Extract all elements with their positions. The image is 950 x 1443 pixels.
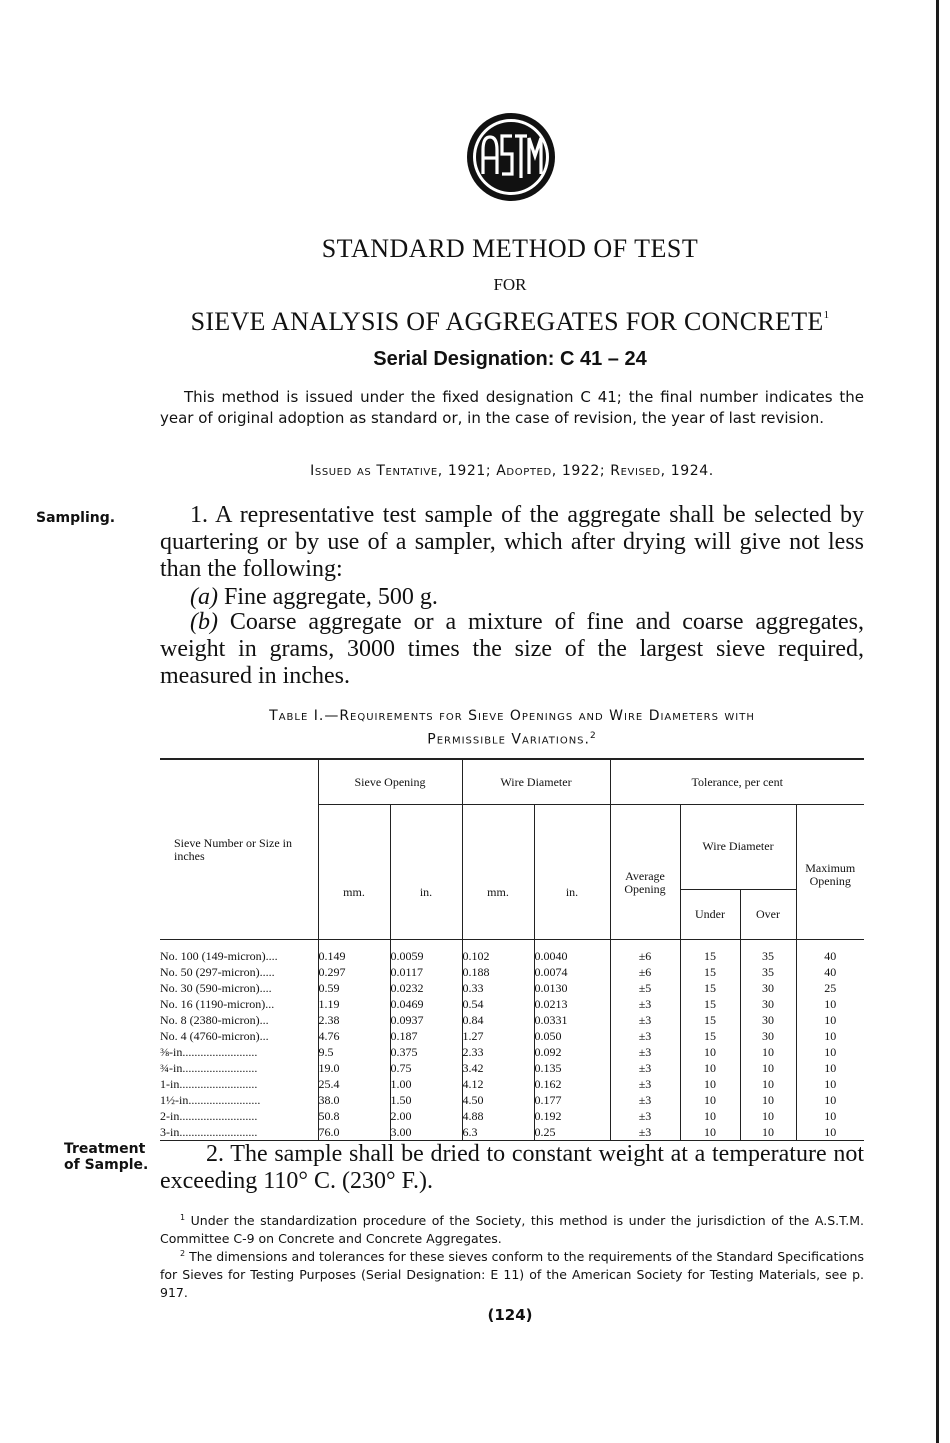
opening-mm-cell: 0.59 bbox=[318, 980, 390, 996]
item-b-text: Coarse aggregate or a mixture of fine and coarse aggregates, weight in grams, 3000 times the size of the largest sieve required, measured in inches. bbox=[160, 609, 865, 689]
table-row bbox=[160, 1092, 864, 1108]
under-cell: 15 bbox=[680, 996, 740, 1012]
over-cell: 35 bbox=[740, 940, 796, 965]
under-cell: 10 bbox=[680, 1076, 740, 1092]
opening-mm-cell: 4.76 bbox=[318, 1028, 390, 1044]
wire-mm-cell: 6.3 bbox=[462, 1124, 534, 1141]
over-cell: 10 bbox=[740, 1044, 796, 1060]
under-cell: 10 bbox=[680, 1044, 740, 1060]
opening-mm-cell: 25.4 bbox=[318, 1076, 390, 1092]
max-opening-cell: 10 bbox=[796, 1092, 864, 1108]
over-cell: 10 bbox=[740, 1108, 796, 1124]
table-row bbox=[160, 1124, 864, 1141]
opening-mm-cell: 38.0 bbox=[318, 1092, 390, 1108]
wire-mm-cell: 1.27 bbox=[462, 1028, 534, 1044]
wire-mm-cell: 0.33 bbox=[462, 980, 534, 996]
opening-in-cell: 3.00 bbox=[390, 1124, 462, 1141]
opening-in-cell: 1.00 bbox=[390, 1076, 462, 1092]
header-average-opening: Average Opening bbox=[610, 805, 680, 940]
opening-in-cell: 0.0059 bbox=[390, 940, 462, 965]
table-row bbox=[160, 996, 864, 1012]
header-wire-mm: mm. bbox=[462, 805, 534, 940]
wire-mm-cell: 4.12 bbox=[462, 1076, 534, 1092]
header-opening-mm: mm. bbox=[318, 805, 390, 940]
opening-mm-cell: 1.19 bbox=[318, 996, 390, 1012]
under-cell: 10 bbox=[680, 1092, 740, 1108]
document-subject bbox=[0, 307, 950, 337]
wire-mm-cell: 3.42 bbox=[462, 1060, 534, 1076]
header-over: Over bbox=[740, 889, 796, 939]
wire-in-cell: 0.092 bbox=[534, 1044, 610, 1060]
wire-in-cell: 0.177 bbox=[534, 1092, 610, 1108]
max-opening-cell: 10 bbox=[796, 1012, 864, 1028]
avg-opening-cell: ±3 bbox=[610, 1092, 680, 1108]
over-cell: 35 bbox=[740, 964, 796, 980]
over-cell: 10 bbox=[740, 1092, 796, 1108]
caption-line-2-wrap bbox=[160, 726, 864, 750]
wire-in-cell: 0.0331 bbox=[534, 1012, 610, 1028]
header-under: Under bbox=[680, 889, 740, 939]
opening-mm-cell: 2.38 bbox=[318, 1012, 390, 1028]
intro-paragraph: This method is issued under the fixed designation C 41; the final number indicates the year of original adoption as standard or, in the case of revision, the year of last revision. bbox=[160, 388, 864, 427]
max-opening-cell: 25 bbox=[796, 980, 864, 996]
sieve-cell: 1-in.......................... bbox=[160, 1077, 258, 1091]
sieve-cell: No. 100 (149-micron).... bbox=[160, 949, 278, 963]
under-cell: 15 bbox=[680, 1028, 740, 1044]
avg-opening-cell: ±3 bbox=[610, 1044, 680, 1060]
wire-in-cell: 0.135 bbox=[534, 1060, 610, 1076]
wire-mm-cell: 0.102 bbox=[462, 940, 534, 965]
header-wire-diameter: Wire Diameter bbox=[462, 759, 610, 805]
wire-mm-cell: 0.54 bbox=[462, 996, 534, 1012]
caption-line-2: Permissible Variations. bbox=[427, 731, 590, 748]
opening-in-cell: 0.75 bbox=[390, 1060, 462, 1076]
title-connector: FOR bbox=[493, 275, 527, 294]
item-a-label: (a) bbox=[190, 584, 218, 610]
sieve-cell: 2-in.......................... bbox=[160, 1109, 258, 1123]
max-opening-cell: 10 bbox=[796, 1028, 864, 1044]
sieve-cell: No. 4 (4760-micron)... bbox=[160, 1029, 269, 1043]
opening-mm-cell: 0.149 bbox=[318, 940, 390, 965]
wire-in-cell: 0.0213 bbox=[534, 996, 610, 1012]
opening-in-cell: 0.0117 bbox=[390, 964, 462, 980]
under-cell: 15 bbox=[680, 940, 740, 965]
wire-in-cell: 0.162 bbox=[534, 1076, 610, 1092]
table-row bbox=[160, 1012, 864, 1028]
table-row bbox=[160, 1060, 864, 1076]
wire-in-cell: 0.0074 bbox=[534, 964, 610, 980]
item-a-text: Fine aggregate, 500 g. bbox=[223, 584, 438, 610]
avg-opening-cell: ±6 bbox=[610, 940, 680, 965]
header-opening-in: in. bbox=[390, 805, 462, 940]
footnote-2 bbox=[160, 1245, 864, 1302]
table-caption bbox=[160, 706, 864, 750]
table-row bbox=[160, 1028, 864, 1044]
treatment-label-line-1: Treatment bbox=[64, 1141, 146, 1157]
footnote-1-mark: 1 bbox=[180, 1213, 186, 1222]
under-cell: 15 bbox=[680, 1012, 740, 1028]
over-cell: 30 bbox=[740, 1012, 796, 1028]
opening-mm-cell: 9.5 bbox=[318, 1044, 390, 1060]
table-row bbox=[160, 1108, 864, 1124]
max-opening-cell: 10 bbox=[796, 996, 864, 1012]
max-opening-cell: 40 bbox=[796, 964, 864, 980]
opening-mm-cell: 0.297 bbox=[318, 964, 390, 980]
sieve-cell: 1½-in........................ bbox=[160, 1093, 261, 1107]
item-b-label: (b) bbox=[190, 609, 218, 635]
over-cell: 10 bbox=[740, 1076, 796, 1092]
footnote-2-mark: 2 bbox=[180, 1249, 186, 1258]
sieve-cell: No. 30 (590-micron).... bbox=[160, 981, 272, 995]
under-cell: 15 bbox=[680, 964, 740, 980]
table-body bbox=[160, 940, 864, 1141]
opening-in-cell: 0.0937 bbox=[390, 1012, 462, 1028]
wire-mm-cell: 2.33 bbox=[462, 1044, 534, 1060]
wire-in-cell: 0.192 bbox=[534, 1108, 610, 1124]
wire-mm-cell: 4.50 bbox=[462, 1092, 534, 1108]
max-opening-cell: 10 bbox=[796, 1060, 864, 1076]
avg-opening-cell: ±6 bbox=[610, 964, 680, 980]
opening-in-cell: 0.0232 bbox=[390, 980, 462, 996]
opening-in-cell: 2.00 bbox=[390, 1108, 462, 1124]
over-cell: 10 bbox=[740, 1060, 796, 1076]
max-opening-cell: 10 bbox=[796, 1108, 864, 1124]
sieve-cell: No. 16 (1190-micron)... bbox=[160, 997, 275, 1011]
opening-in-cell: 0.0469 bbox=[390, 996, 462, 1012]
avg-opening-cell: ±3 bbox=[610, 1012, 680, 1028]
max-opening-cell: 10 bbox=[796, 1124, 864, 1141]
avg-opening-cell: ±3 bbox=[610, 1060, 680, 1076]
footnote-1 bbox=[160, 1209, 864, 1248]
page-number: (124) bbox=[487, 1306, 533, 1324]
treatment-label-line-2: of Sample. bbox=[64, 1157, 149, 1173]
header-wire-dia-tolerance: Wire Diameter bbox=[680, 805, 796, 890]
section-1-text: 1. A representative test sample of the aggregate shall be selected by quartering or by use of a sampler, which after drying will give not less than the following: bbox=[160, 502, 864, 582]
table-row bbox=[160, 1044, 864, 1060]
margin-label-treatment bbox=[64, 1141, 148, 1173]
footnote-marker-1: 1 bbox=[823, 309, 830, 321]
max-opening-cell: 10 bbox=[796, 1044, 864, 1060]
avg-opening-cell: ±3 bbox=[610, 996, 680, 1012]
subject-text: SIEVE ANALYSIS OF AGGREGATES FOR CONCRETE bbox=[190, 307, 824, 336]
footnote-1-text: Under the standardization procedure of the Society, this method is under the jurisdiction of the A.S.T.M. Committee C-9 on Concrete and Concrete Aggregates. bbox=[160, 1213, 864, 1247]
sieve-cell: No. 50 (297-micron)..... bbox=[160, 965, 275, 979]
wire-in-cell: 0.0040 bbox=[534, 940, 610, 965]
astm-seal-icon bbox=[466, 112, 556, 202]
under-cell: 15 bbox=[680, 980, 740, 996]
header-sieve: Sieve Number or Size in inches bbox=[160, 759, 318, 940]
footnote-2-text: The dimensions and tolerances for these sieves conform to the requirements of the Standard Specifications for Sieves for Testing Purposes (Serial Designation: E 11) of the American Society for Testing Materials, see p. 917. bbox=[160, 1249, 864, 1301]
sieve-cell: ⅜-in......................... bbox=[160, 1045, 258, 1059]
over-cell: 30 bbox=[740, 980, 796, 996]
table-row bbox=[160, 980, 864, 996]
wire-in-cell: 0.25 bbox=[534, 1124, 610, 1141]
sieve-cell: ¾-in......................... bbox=[160, 1061, 258, 1075]
under-cell: 10 bbox=[680, 1124, 740, 1141]
avg-opening-cell: ±3 bbox=[610, 1076, 680, 1092]
serial-designation: Serial Designation: C 41 – 24 bbox=[373, 348, 647, 370]
opening-mm-cell: 76.0 bbox=[318, 1124, 390, 1141]
footnote-marker-2: 2 bbox=[589, 731, 597, 741]
max-opening-cell: 40 bbox=[796, 940, 864, 965]
section-1-item-a bbox=[160, 584, 864, 611]
table-row bbox=[160, 940, 864, 965]
astm-logo bbox=[466, 112, 556, 202]
header-maximum-opening: Maximum Opening bbox=[796, 805, 864, 940]
avg-opening-cell: ±5 bbox=[610, 980, 680, 996]
wire-mm-cell: 0.188 bbox=[462, 964, 534, 980]
page-edge-rule bbox=[936, 0, 939, 1443]
opening-mm-cell: 19.0 bbox=[318, 1060, 390, 1076]
header-wire-in: in. bbox=[534, 805, 610, 940]
caption-line-1: Table I.—Requirements for Sieve Openings and Wire Diameters with bbox=[269, 708, 755, 724]
over-cell: 30 bbox=[740, 1028, 796, 1044]
sieve-cell: No. 8 (2380-micron)... bbox=[160, 1013, 269, 1027]
max-opening-cell: 10 bbox=[796, 1076, 864, 1092]
margin-label-sampling: Sampling. bbox=[36, 510, 116, 526]
wire-mm-cell: 0.84 bbox=[462, 1012, 534, 1028]
under-cell: 10 bbox=[680, 1060, 740, 1076]
section-2-text: 2. The sample shall be dried to constant weight at a temperature not exceeding 110° C. (230° F.). bbox=[160, 1141, 864, 1194]
wire-in-cell: 0.050 bbox=[534, 1028, 610, 1044]
avg-opening-cell: ±3 bbox=[610, 1028, 680, 1044]
requirements-table bbox=[160, 758, 864, 1141]
header-sieve-opening: Sieve Opening bbox=[318, 759, 462, 805]
section-1-item-b bbox=[160, 609, 864, 690]
wire-in-cell: 0.0130 bbox=[534, 980, 610, 996]
wire-mm-cell: 4.88 bbox=[462, 1108, 534, 1124]
opening-in-cell: 1.50 bbox=[390, 1092, 462, 1108]
header-tolerance: Tolerance, per cent bbox=[610, 759, 864, 805]
table-row bbox=[160, 964, 864, 980]
sieve-cell: 3-in.......................... bbox=[160, 1124, 318, 1141]
over-cell: 30 bbox=[740, 996, 796, 1012]
avg-opening-cell: ±3 bbox=[610, 1124, 680, 1141]
over-cell: 10 bbox=[740, 1124, 796, 1141]
document-title: STANDARD METHOD OF TEST bbox=[321, 234, 699, 263]
opening-in-cell: 0.375 bbox=[390, 1044, 462, 1060]
opening-in-cell: 0.187 bbox=[390, 1028, 462, 1044]
under-cell: 10 bbox=[680, 1108, 740, 1124]
table-row bbox=[160, 1076, 864, 1092]
opening-mm-cell: 50.8 bbox=[318, 1108, 390, 1124]
issue-history: Issued as Tentative, 1921; Adopted, 1922; Revised, 1924. bbox=[310, 463, 714, 479]
avg-opening-cell: ±3 bbox=[610, 1108, 680, 1124]
